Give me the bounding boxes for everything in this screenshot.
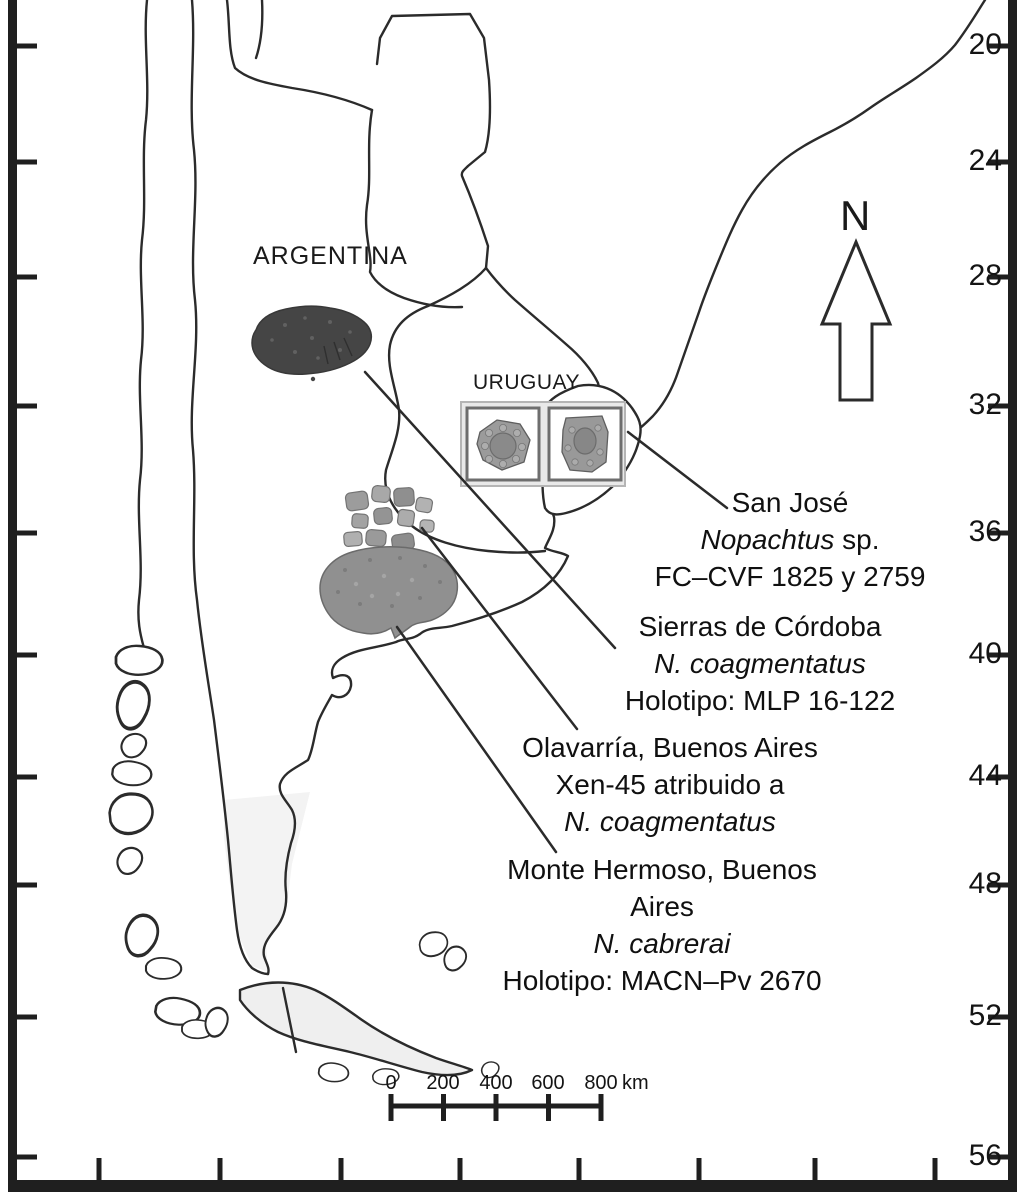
leader-olavarria — [422, 528, 577, 729]
callout-line: San José — [731, 487, 849, 518]
scale-label-800: 800 — [584, 1072, 618, 1094]
callout-line: Holotipo: MLP 16-122 — [624, 685, 896, 716]
lat-label-20: 20 — [968, 28, 1002, 61]
uruguay-label: URUGUAY — [473, 371, 580, 394]
patagonia-shading — [224, 792, 310, 972]
left-ticks — [15, 44, 37, 1160]
bottom-ticks — [97, 1158, 938, 1182]
paraguay-outline — [377, 14, 490, 268]
lat-label-56: 56 — [968, 1139, 1002, 1172]
callout-sierras — [600, 608, 920, 719]
callout-line: Holotipo: MACN–Pv 2670 — [502, 965, 822, 996]
argentina-label: ARGENTINA — [253, 242, 408, 270]
callout-line: Xen-45 atribuido a — [555, 769, 785, 800]
taxon-genus: Nopachtus — [700, 524, 835, 555]
scale-label-0: 0 — [385, 1072, 397, 1094]
lat-label-48: 48 — [968, 867, 1002, 900]
inset-specimen-box — [461, 402, 625, 486]
specimen-osteoderm-cluster — [343, 485, 434, 551]
lat-label-52: 52 — [968, 999, 1002, 1032]
taxon-suffix: sp. — [834, 524, 880, 555]
callout-line: Monte Hermoso, Buenos Aires — [507, 854, 817, 922]
callout-line-taxon: N. coagmentatus — [654, 648, 866, 679]
callout-line — [630, 521, 950, 558]
lat-label-44: 44 — [968, 759, 1002, 792]
callout-line: Sierras de Córdoba — [638, 611, 882, 642]
fragment-chip — [311, 377, 315, 381]
scale-label-200: 200 — [426, 1072, 460, 1094]
bolivia-border-line-2 — [256, 0, 262, 58]
callout-line: FC–CVF 1825 y 2759 — [654, 561, 926, 592]
north-arrow-icon — [822, 242, 890, 400]
frame-right-bar — [1008, 0, 1017, 1192]
frame-bottom-bar — [8, 1180, 1017, 1192]
callout-san-jose — [630, 484, 950, 595]
scale-unit-label: km — [622, 1072, 649, 1094]
specimen-large-carapace — [320, 547, 457, 638]
lat-label-24: 24 — [968, 144, 1002, 177]
tierra-del-fuego-outline — [240, 983, 472, 1076]
bolivia-border-line — [227, 0, 372, 110]
lat-label-36: 36 — [968, 515, 1002, 548]
scale-label-400: 400 — [479, 1072, 513, 1094]
callout-line: Olavarría, Buenos Aires — [522, 732, 818, 763]
north-arrow-label: N — [840, 192, 871, 239]
callout-monte-hermoso — [482, 851, 842, 999]
callout-olavarria — [500, 729, 840, 840]
brazil-coast-line — [640, 0, 985, 428]
lat-label-40: 40 — [968, 637, 1002, 670]
inset-right-osteoderm — [562, 416, 608, 472]
scale-label-600: 600 — [531, 1072, 565, 1094]
frame-left-bar — [8, 0, 17, 1192]
specimen-cordoba-fragment — [252, 306, 371, 381]
lat-label-32: 32 — [968, 388, 1002, 421]
callout-line-taxon: N. cabrerai — [593, 928, 731, 959]
lat-label-28: 28 — [968, 259, 1002, 292]
callout-line-taxon: N. coagmentatus — [564, 806, 776, 837]
right-ticks — [988, 44, 1010, 1160]
scale-bar-graphics — [391, 1094, 601, 1121]
chile-coast-line — [138, 0, 147, 648]
paraguay-river-west-bank — [366, 110, 462, 307]
